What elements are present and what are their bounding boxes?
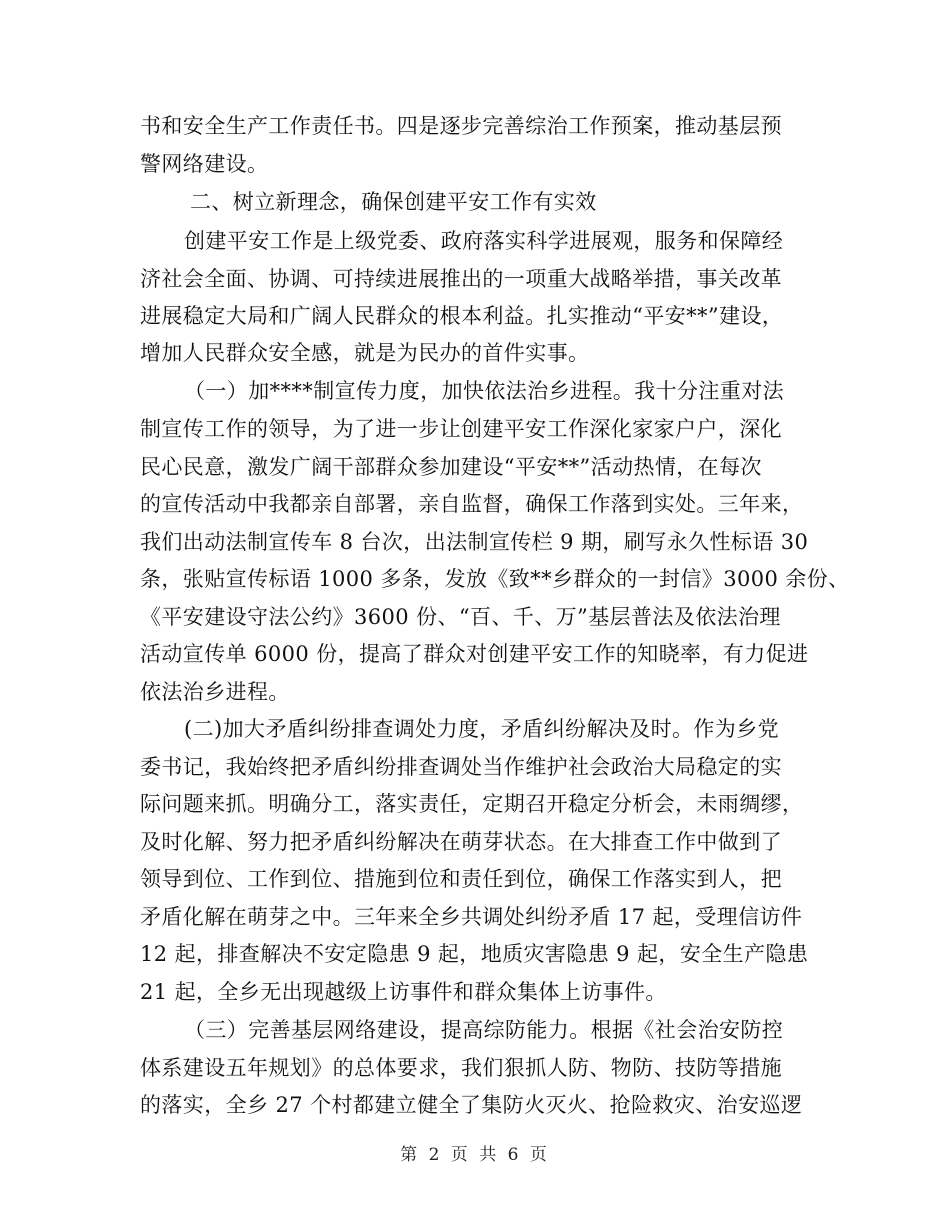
text-line: （三）完善基层网络建设，提高综防能力。根据《社会治安防控 xyxy=(184,1018,784,1042)
text-line: 民心民意，激发广阔干部群众参加建设“平安**”活动热情，在每次 xyxy=(140,455,762,479)
text-line: 21 起，全乡无出现越级上访事件和群众集体上访事件。 xyxy=(140,980,667,1004)
text-line: 制宣传工作的领导，为了进一步让创建平安工作深化家家户户，深化 xyxy=(140,417,782,441)
text-line: 活动宣传单 6000 份，提高了群众对创建平安工作的知晓率，有力促进 xyxy=(140,642,809,666)
text-line: 委书记，我始终把矛盾纠纷排查调处当作维护社会政治大局稳定的实 xyxy=(140,755,782,779)
text-line: 警网络建设。 xyxy=(140,152,269,176)
page-number-footer: 第 2 页 共 6 页 xyxy=(400,1145,550,1165)
section-heading: 二、树立新理念，确保创建平安工作有实效 xyxy=(190,190,597,214)
text-line: 际问题来抓。明确分工，落实责任，定期召开稳定分析会，未雨绸缪， xyxy=(140,792,804,816)
text-line: 12 起，排查解决不安定隐患 9 起，地质灾害隐患 9 起，安全生产隐患 xyxy=(140,942,809,966)
text-line: 进展稳定大局和广阔人民群众的根本利益。扎实推动“平安**”建设， xyxy=(140,304,784,328)
text-line: 矛盾化解在萌芽之中。三年来全乡共调处纠纷矛盾 17 起，受理信访件 xyxy=(140,905,803,929)
text-line: 的宣传活动中我都亲自部署，亲自监督，确保工作落到实处。三年来， xyxy=(140,492,804,516)
text-line: 增加人民群众安全感，就是为民办的首件实事。 xyxy=(140,341,590,365)
text-line: 条，张贴宣传标语 1000 多条，发放《致**乡群众的一封信》3000 余份、 xyxy=(140,567,850,591)
text-line: 及时化解、努力把矛盾纠纷解决在萌芽状态。在大排查工作中做到了 xyxy=(140,830,782,854)
text-line: 体系建设五年规划》的总体要求，我们狠抓人防、物防、技防等措施 xyxy=(140,1056,782,1080)
text-line: 《平安建设守法公约》3600 份、“百、千、万”基层普法及依法治理 xyxy=(140,605,781,629)
text-line: （一）加****制宣传力度，加快依法治乡进程。我十分注重对法 xyxy=(184,379,784,403)
text-line: 济社会全面、协调、可持续进展推出的一项重大战略举措，事关改革 xyxy=(140,267,782,291)
text-line: 我们出动法制宣传车 8 台次，出法制宣传栏 9 期，刷写永久性标语 30 xyxy=(140,530,809,554)
text-line: 领导到位、工作到位、措施到位和责任到位，确保工作落实到人，把 xyxy=(140,867,782,891)
text-line: (二)加大矛盾纠纷排查调处力度，矛盾纠纷解决及时。作为乡党 xyxy=(184,717,779,741)
text-line: 书和安全生产工作责任书。四是逐步完善综治工作预案，推动基层预 xyxy=(140,114,782,138)
text-line: 的落实，全乡 27 个村都建立健全了集防火灭火、抢险救灾、治安巡逻 xyxy=(140,1093,803,1117)
text-line: 依法治乡进程。 xyxy=(140,680,290,704)
text-line: 创建平安工作是上级党委、政府落实科学进展观，服务和保障经 xyxy=(184,229,784,253)
